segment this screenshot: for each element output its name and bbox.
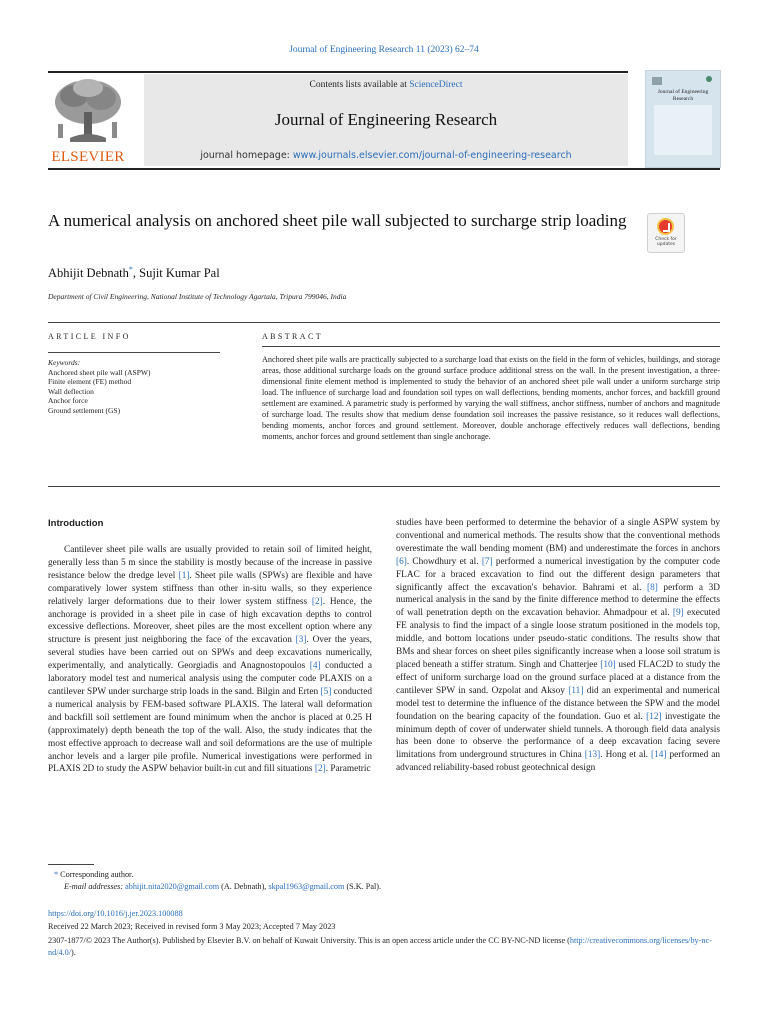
body-text: . Over the years, several studies have been carried out on SPWs and deep excavations numerically, experimentally, and analytically. Georgiadis and Anagnostopoulos xyxy=(48,635,372,672)
citation-link[interactable]: [14] xyxy=(651,750,667,761)
keyword-item: Wall deflection xyxy=(48,386,94,396)
journal-cover-thumbnail[interactable] xyxy=(645,70,721,168)
header-top-rule xyxy=(48,71,628,73)
body-column-left xyxy=(48,544,372,776)
abstract-rule xyxy=(262,346,720,347)
corresponding-footnote xyxy=(54,870,133,879)
keywords-block xyxy=(48,358,248,416)
body-text: did an experimental and numerical model test to determine the influence of the distance between the SPW and the model foundation on the bearing capacity of the foundation. Guo et al. xyxy=(396,685,720,722)
email-owner: (S.K. Pal). xyxy=(344,882,382,891)
abstract-text: Anchored sheet pile walls are practically subjected to a surcharge load that exists on the field in the form of vehicles, buildings, and storage areas, those additional surcharge loads on the ground surface produce additional stress on the wall. In the present investigation, a three-dimensional finite element method is implemented to study the behavior of an anchored sheet pile wall under a uniform surcharge strip load. The influence of surcharge load and foundation soil types on wall deflections, bending moments, anchor forces, and backfill ground settlement are examined. A parametric study is performed by varying the wall stiffness, anchor stiffness, number of anchors and magnitude of surcharge load. The results show that medium dense foundation soil increases the passive resistance, so it reduces wall deflections, bending moments, anchor forces and ground settlement. Moreover, double anchorage effectively reduces wall deflections, bending moments, anchor forces and ground settlement than single anchorage. xyxy=(262,355,720,441)
citation-link[interactable]: [3] xyxy=(295,635,307,646)
body-text: executed FE analysis to find the impact of a single loose stratum positioned in the models top, middle, and bottom locations under pseudo-static conditions. The results show that BMs and shear forces on sheet piles significantly increase when a loose soil stratum is placed beneath a stiffer stratum. Singh and Chatterjee xyxy=(396,608,721,670)
author-list xyxy=(48,265,220,281)
email-link[interactable]: abhijit.nita2020@gmail.com xyxy=(125,882,220,891)
body-column-right xyxy=(396,517,720,775)
homepage-link[interactable]: www.journals.elsevier.com/journal-of-engineering-research xyxy=(292,150,572,161)
corresponding-author-mark[interactable]: * xyxy=(128,265,133,274)
citation-link[interactable]: [2] xyxy=(311,596,323,607)
keyword-item: Finite element (FE) method xyxy=(48,377,132,387)
contents-prefix: Contents lists available at xyxy=(309,80,410,90)
citation-link[interactable]: [13] xyxy=(584,750,601,761)
article-info-rule xyxy=(48,322,720,323)
citation-link[interactable]: [1] xyxy=(178,570,190,581)
keyword-item: Ground settlement (GS) xyxy=(48,405,121,415)
citation-link[interactable]: [6] xyxy=(396,556,407,567)
citation-link[interactable]: [12] xyxy=(646,711,662,722)
contents-line xyxy=(144,80,628,90)
body-text: studies have been performed to determine the behavior of a single ASPW system by conventional and numerical methods. The results show that the conventional methods overestimate the wall bending moment (BM) and underestimate the forces in anchors xyxy=(396,518,720,554)
keyword-item: Anchor force xyxy=(48,396,88,406)
body-text: Cantilever sheet pile walls are usually provided to retain soil of limited height, generally less than 5 m since the stability is mostly because of the increase in passive resistance below the dredge level xyxy=(48,545,372,581)
license-statement xyxy=(48,935,720,959)
author-name[interactable]: , Sujit Kumar Pal xyxy=(132,266,220,281)
cover-image xyxy=(654,105,712,155)
journal-header-box xyxy=(144,74,628,166)
footnote-rule xyxy=(48,864,94,865)
cover-emblem-icon xyxy=(706,76,712,82)
email-label: E-mail addresses: xyxy=(64,882,124,891)
body-text: . Hong et al. xyxy=(600,750,651,761)
journal-title: Journal of Engineering Research xyxy=(274,110,498,129)
keywords-rule xyxy=(48,352,220,353)
body-text: investigate the minimum depth of cover of underwater shield tunnels. A thorough field data analysis has been done to observe the performance of a deep excavation facing severe limitations from underground structures in China xyxy=(396,711,720,761)
journal-citation[interactable]: Journal of Engineering Research 11 (2023) 62–74 xyxy=(289,45,479,55)
journal-homepage xyxy=(144,150,628,161)
body-text: conducted a laboratory model test and numerical analysis using the computer code PLAXIS on a cantilever SPW under surcharge strip loads in the sand. Bilgin and Erten xyxy=(48,661,372,697)
article-title: A numerical analysis on anchored sheet pile wall subjected to surcharge strip loading xyxy=(48,211,627,230)
body-text: . Chowdhury et al. xyxy=(406,556,482,567)
check-for-updates-button[interactable] xyxy=(647,213,685,253)
body-text: . Hence, the anchorage is provided in a sheet pile in case of high excavation depths to control excessive deflections. Moreover, sheet piles are the most excellent option where any structure is present just neighboring the face of the excavation xyxy=(48,596,372,646)
citation-link[interactable]: [9] xyxy=(672,608,684,619)
homepage-label: journal homepage: xyxy=(200,150,293,161)
footnote-mark: * xyxy=(54,870,59,879)
cover-title: Journal of Engineering Research xyxy=(657,89,709,102)
abstract-heading: ABSTRACT xyxy=(262,332,323,341)
citation-link[interactable]: [10] xyxy=(600,659,616,670)
body-text: used FLAC2D to study the effect of uniform surcharge load on the ground surface placed at a distance from the cantilever SPW in sand. Ozpolat and Aksoy xyxy=(396,659,720,696)
article-info-heading: ARTICLE INFO xyxy=(48,332,131,341)
license-end: ). xyxy=(70,948,76,957)
sciencedirect-link[interactable]: ScienceDirect xyxy=(409,80,463,90)
author-name[interactable]: Abhijit Debnath xyxy=(48,266,129,281)
body-text: . Sheet pile walls (SPWs) are flexible and have comparatively lower system stiffness than other in-situ walls, so they experience relatively larger deformations due to their lower system stiffness xyxy=(48,570,373,607)
body-text: . Parametric xyxy=(325,764,371,775)
affiliation: Department of Civil Engineering, National Institute of Technology Agartala, Tripura 799046, India xyxy=(48,292,347,301)
email-footnote xyxy=(64,882,381,891)
elsevier-logo xyxy=(48,76,128,166)
license-text: 2307-1877/© 2023 The Author(s). Published by Elsevier B.V. on behalf of Kuwait University. This is an open access article under the CC BY-NC-ND license ( xyxy=(48,936,570,945)
body-rule xyxy=(48,486,720,487)
citation-link[interactable]: [4] xyxy=(309,661,321,672)
cover-logo-icon xyxy=(652,77,662,85)
citation-link[interactable]: [7] xyxy=(481,556,493,567)
keyword-item: Anchored sheet pile wall (ASPW) xyxy=(48,367,151,377)
citation-link[interactable]: [11] xyxy=(568,685,584,696)
elsevier-wordmark: ELSEVIER xyxy=(51,149,125,165)
body-text: performed a numerical investigation by the computer code FLAC for a braced excavation to find out the different design parameters that significantly affect the excavation's behavior. Bahrami et al. xyxy=(396,556,720,593)
body-text: performed an advanced reliability-based robust geotechnical design xyxy=(396,750,720,774)
keywords-label: Keywords: xyxy=(48,358,81,367)
citation-link[interactable]: [2] xyxy=(314,764,326,775)
section-heading-introduction: Introduction xyxy=(48,518,104,529)
email-owner: (A. Debnath), xyxy=(219,882,269,891)
license-link[interactable]: http://creativecommons.org/licenses/by-nc-nd/4.0/ xyxy=(48,936,712,957)
citation-link[interactable]: [5] xyxy=(320,686,332,697)
body-text: conducted a numerical analysis by FEM-based software PLAXIS. The lateral wall deformation and backfill soil settlement are found minimum when the anchor is placed at 0.25 H (approximately) depth beneath the top of the wall. Also, the study indicates that the most effective approach to decrease wall and soil deformations are the use of multiple anchor levels and a larger pile profile. Numerical investigations were performed in PLAXIS 2D to study the ASPW behavior built-in cut and fill situations xyxy=(48,686,373,775)
doi-link[interactable]: https://doi.org/10.1016/j.jer.2023.100088 xyxy=(48,909,183,918)
corresponding-label: Corresponding author. xyxy=(60,870,134,879)
email-link[interactable]: skpal1963@gmail.com xyxy=(268,882,345,891)
header-bottom-rule xyxy=(48,168,720,170)
body-text: perform a 3D numerical analysis in the sand by the finite difference method to determine the effects of wall penetration depth on the excavation behavior. Ahmadpour et al. xyxy=(396,582,720,619)
received-dates: Received 22 March 2023; Received in revised form 3 May 2023; Accepted 7 May 2023 xyxy=(48,922,336,931)
elsevier-tree-icon xyxy=(48,76,128,148)
check-updates-label: Check for updates xyxy=(655,237,677,247)
citation-link[interactable]: [8] xyxy=(647,582,658,593)
check-updates-icon xyxy=(657,218,674,235)
